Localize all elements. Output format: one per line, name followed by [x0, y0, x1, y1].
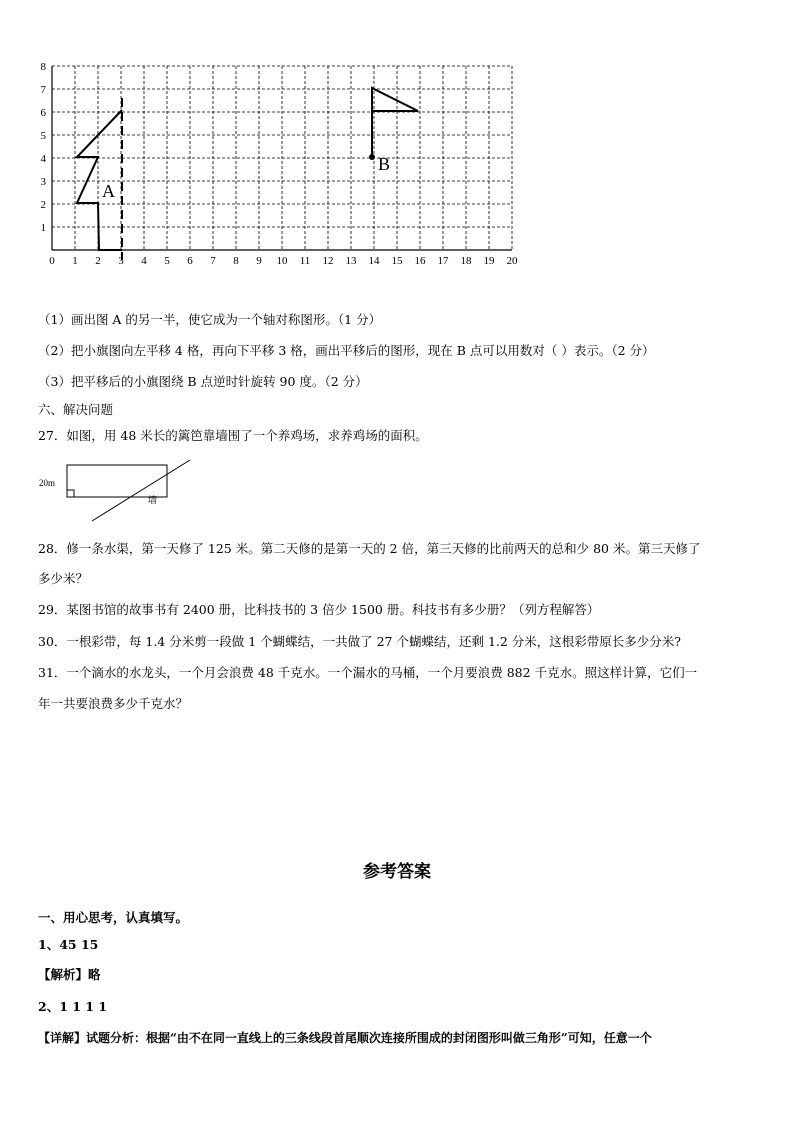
y-tick-label: 6	[40, 107, 46, 119]
right-angle-mark	[67, 490, 74, 497]
x-tick-label: 12	[322, 255, 334, 267]
y-tick-label: 2	[40, 199, 46, 211]
question-27: 27．如图，用 48 米长的篱笆靠墙围了一个养鸡场，求养鸡场的面积。	[38, 428, 428, 443]
question-26-part-3: （3）把平移后的小旗图绕 B 点逆时针旋转 90 度。（2 分）	[38, 374, 368, 389]
y-tick-label: 1	[40, 222, 46, 234]
figure-a	[77, 98, 122, 260]
y-tick-label: 8	[40, 61, 46, 73]
point-b	[369, 154, 375, 160]
question-28-line-2: 多少米？	[38, 571, 89, 586]
question-31-line-2: 年一共要浪费多少千克水？	[38, 696, 189, 711]
chicken-yard-figure	[30, 455, 200, 527]
x-tick-label: 16	[414, 255, 426, 267]
x-tick-label: 6	[187, 255, 193, 267]
section-6-heading: 六、解决问题	[38, 402, 114, 417]
x-tick-label: 3	[118, 255, 124, 267]
question-26-part-2: （2）把小旗图向左平移 4 格，再向下平移 3 格，画出平移后的图形，现在 B 点可以用数对（ ）表示。（2 分）	[38, 343, 655, 358]
x-tick-label: 8	[233, 255, 239, 267]
x-tick-label: 5	[164, 255, 170, 267]
y-tick-label: 3	[40, 176, 46, 188]
x-tick-label: 19	[483, 255, 495, 267]
x-tick-label: 13	[345, 255, 357, 267]
label-a: A	[102, 181, 115, 201]
x-tick-label: 1	[72, 255, 78, 267]
y-tick-label: 7	[40, 84, 46, 96]
x-tick-label: 14	[368, 255, 380, 267]
x-tick-label: 4	[141, 255, 147, 267]
x-tick-label: 15	[391, 255, 403, 267]
side-length-label: 20m	[39, 478, 56, 488]
answer-2-detail: 【详解】试题分析：根据“由不在同一直线上的三条线段首尾顺次连接所围成的封闭图形叫做三角形”可知，任意一个	[38, 1031, 652, 1045]
x-tick-label: 7	[210, 255, 216, 267]
figure-a-outline	[77, 110, 122, 250]
answers-section-1: 一、用心思考，认真填写。	[38, 910, 189, 925]
question-31-line-1: 31．一个滴水的水龙头，一个月会浪费 48 千克水。一个漏水的马桶，一个月要浪费 882 千克水。照这样计算，它们一	[38, 665, 698, 680]
x-tick-label: 2	[95, 255, 101, 267]
answer-1: 1、45 15	[38, 937, 99, 952]
answer-1-note: 【解析】略	[38, 967, 101, 982]
question-30: 30．一根彩带，每 1.4 分米剪一段做 1 个蝴蝶结，一共做了 27 个蝴蝶结，还剩 1.2 分米，这根彩带原长多少分米?	[38, 634, 682, 649]
wall-line	[92, 460, 190, 521]
question-26-part-1: （1）画出图 A 的另一半，使它成为一个轴对称图形。（1 分）	[38, 312, 382, 327]
answer-2: 2、1 1 1 1	[38, 999, 108, 1014]
x-tick-label: 0	[49, 255, 55, 267]
question-29: 29．某图书馆的故事书有 2400 册，比科技书的 3 倍少 1500 册。科技书有多少册？（列方程解答）	[38, 602, 600, 617]
answers-title: 参考答案	[363, 862, 431, 882]
wall-label: 墙	[148, 495, 158, 505]
y-tick-label: 4	[40, 153, 46, 165]
y-tick-label: 5	[40, 130, 46, 142]
x-tick-label: 17	[437, 255, 449, 267]
coordinate-grid	[30, 61, 530, 288]
x-tick-label: 9	[256, 255, 262, 267]
x-tick-label: 10	[276, 255, 288, 267]
yard-rectangle	[67, 465, 167, 497]
x-tick-label: 18	[460, 255, 472, 267]
question-28-line-1: 28．修一条水渠，第一天修了 125 米。第二天修的是第一天的 2 倍，第三天修的比前两天的总和少 80 米。第三天修了	[38, 541, 701, 556]
x-tick-label: 11	[299, 255, 311, 267]
x-tick-label: 20	[506, 255, 518, 267]
flag-figure	[369, 88, 418, 174]
grid-tick-labels	[41, 61, 519, 267]
flag-triangle	[372, 88, 418, 111]
label-b: B	[378, 154, 391, 174]
